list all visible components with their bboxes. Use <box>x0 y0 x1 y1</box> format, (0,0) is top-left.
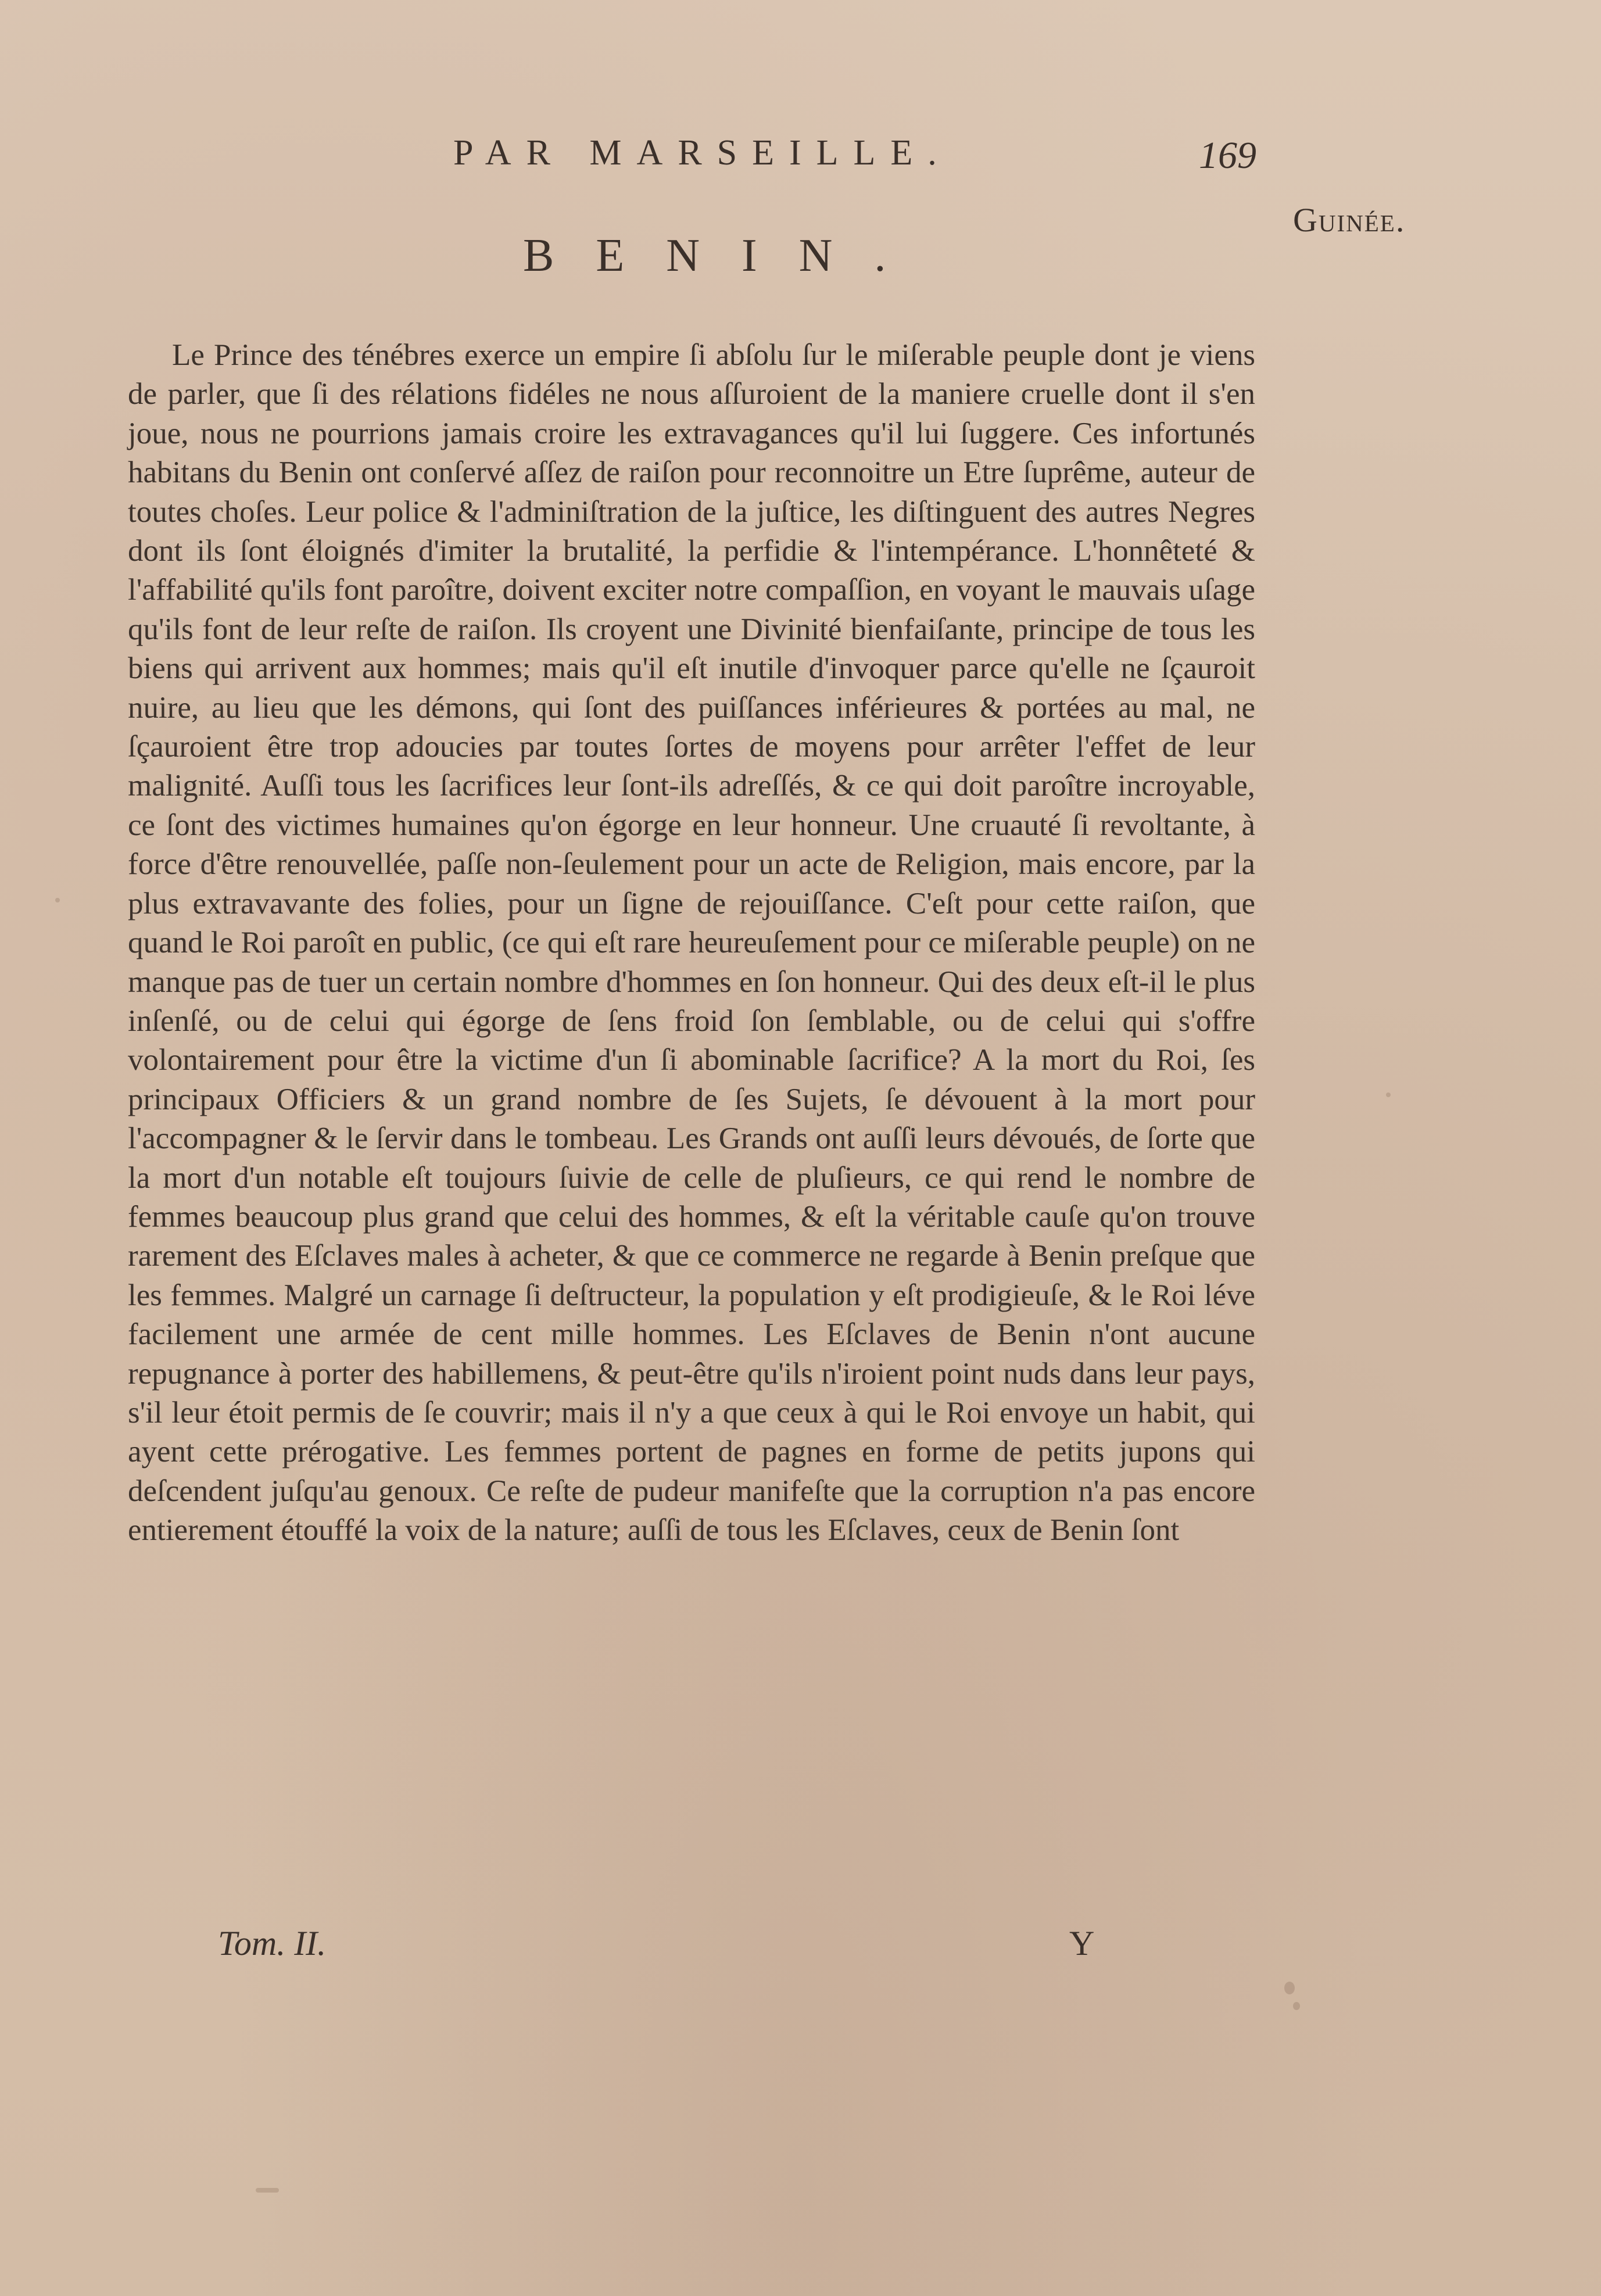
margin-note: Guinée. <box>1293 201 1406 239</box>
paper-stain <box>1284 1982 1295 1994</box>
paper-stain <box>55 898 60 902</box>
body-paragraph: Le Prince des ténébres exerce un empire ſi abſolu ſur le miſerable peuple dont je viens de parler, que ſi des rélations fidéles ne nous aſſuroient de la maniere cruelle dont il s'en joue, nous ne pourrions jamais croire les extravagances qu'il lui ſuggere. Ces infortunés habitans du Benin ont conſervé aſſez de raiſon pour reconnoitre un Etre ſuprême, auteur de toutes choſes. Leur police & l'adminiſtration de la juſtice, les diſtinguent des autres Negres dont ils ſont éloignés d'imiter la brutalité, la perfidie & l'intempérance. L'honnêteté & l'affabilité qu'ils font paroître, doivent exciter notre compaſſion, en voyant le mauvais uſage qu'ils font de leur reſte de raiſon. Ils croyent une Divinité bienfaiſante, principe de tous les biens qui arrivent aux hommes; mais qu'il eſt inutile d'invoquer parce qu'elle ne ſçauroit nuire, au lieu que les démons, qui ſont des puiſſances inférieures & portées au mal, ne ſçauroient être trop adoucies par toutes ſortes de moyens pour arrêter l'effet de leur malignité. Auſſi tous les ſacrifices leur ſont-ils adreſſés, & ce qui doit paroître incroyable, ce ſont des victimes humaines qu'on égorge en leur honneur. Une cruauté ſi revoltante, à force d'être renouvellée, paſſe non-ſeulement pour un acte de Religion, mais encore, par la plus extravavante des folies, pour un ſigne de rejouiſſance. C'eſt pour cette raiſon, que quand le Roi paroît en public, (ce qui eſt rare heureuſement pour ce miſerable peuple) on ne manque pas de tuer un certain nombre d'hommes en ſon honneur. Qui des deux eſt-il le plus inſenſé, ou de celui qui égorge de ſens froid ſon ſemblable, ou de celui qui s'offre volontairement pour être la victime d'un ſi abominable ſacrifice? A la mort du Roi, ſes principaux Officiers & un grand nombre de ſes Sujets, ſe dévouent à la mort pour l'accompagner & le ſervir dans le tombeau. Les Grands ont auſſi leurs dévoués, de ſorte que la mort d'un notable eſt toujours ſuivie de celle de pluſieurs, ce qui rend le nombre de femmes beaucoup plus grand que celui des hommes, & eſt la véritable cauſe qu'on trouve rarement des Eſclaves males à acheter, & que ce commerce ne regarde à Benin preſque que les femmes. Malgré un carnage ſi deſtructeur, la population y eſt prodigieuſe, & le Roi léve facilement une armée de cent mille hommes. Les Eſclaves de Benin n'ont aucune repugnance à porter des habillemens, & peut-être qu'ils n'iroient point nuds dans leur pays, s'il leur étoit permis de ſe couvrir; mais il n'y a que ceux à qui le Roi envoye un habit, qui ayent cette prérogative. Les femmes portent de pagnes en forme de petits jupons qui deſcendent juſqu'au genoux. Ce reſte de pudeur manifeſte que la corruption n'a pas encore entierement étouffé la voix de la nature; auſſi de tous les Eſclaves, ceux de Benin ſont <box>128 338 1255 1548</box>
running-head: PAR MARSEILLE. <box>453 133 952 173</box>
gathering-mark: Y <box>1069 1924 1095 1962</box>
paper-stain <box>1386 1093 1391 1097</box>
body-text <box>128 336 1255 1550</box>
page-number: 169 <box>1199 134 1256 177</box>
paper-stain <box>1293 2002 1300 2010</box>
volume-signature: Tom. II. <box>218 1924 327 1962</box>
chapter-title: BENIN. <box>523 230 928 281</box>
paper-stain <box>256 2188 279 2193</box>
